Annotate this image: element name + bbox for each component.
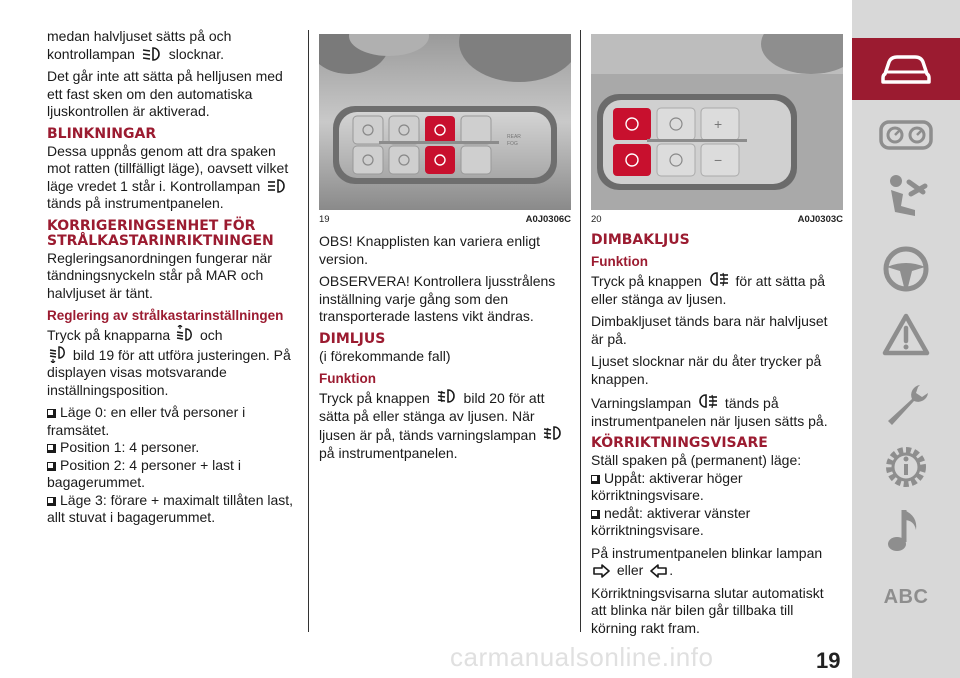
heading-funktion: Funktion — [319, 371, 376, 386]
list-item — [591, 470, 843, 505]
text: Uppåt: aktiverar höger körriktningsvisare. — [591, 469, 743, 503]
text: Läge 3: förare + maximalt tillåten last, allt stuvat i bagagerummet. — [47, 491, 294, 525]
paragraph: OBSERVERA! Kontrollera ljusstrålens inställning varje gång som den transporterade lastens vikt ändras. — [319, 273, 556, 324]
headlight-down-icon — [49, 345, 67, 363]
rear-fog-icon — [697, 393, 719, 411]
paragraph: Körriktningsvisarna slutar automatiskt att blinka när bilen går tillbaka till körning rakt fram. — [591, 584, 824, 636]
watermark: carmanualsonline.info — [450, 642, 714, 672]
seat-airbag-icon — [881, 172, 931, 222]
list-item — [591, 505, 843, 540]
paragraph — [591, 271, 843, 308]
paragraph — [319, 388, 571, 462]
panel-symbol: + — [714, 116, 723, 132]
list-item — [47, 404, 299, 439]
text: tänds på instrumentpanelen när ljusen sätts på. — [591, 395, 828, 429]
text: . — [669, 562, 674, 578]
paragraph: OBS! Knapplisten kan variera enligt version. — [319, 233, 541, 267]
front-fog-icon — [542, 425, 564, 443]
heading-dimljus: DIMLJUS — [319, 330, 386, 347]
text: och — [200, 327, 223, 343]
text: på instrumentpanelen. — [319, 444, 458, 461]
sidebar-item-driving[interactable] — [852, 238, 960, 300]
gear-info-icon — [881, 442, 931, 492]
paragraph: Det går inte att sätta på helljusen med ett fast sken om den automatiska ljuskontrollen är aktiverad. — [47, 68, 283, 119]
turn-right-arrow-icon — [593, 564, 611, 578]
panel-label: REAR — [507, 134, 521, 140]
sidebar-item-dashboard[interactable] — [852, 104, 960, 166]
car-icon — [879, 52, 933, 86]
column-divider — [308, 30, 309, 632]
figure-code: A0J0306C — [525, 214, 571, 225]
paragraph — [591, 393, 843, 430]
bullet-icon — [47, 497, 56, 506]
heading-funktion: Funktion — [591, 254, 648, 269]
figure-number: 19 — [319, 214, 330, 225]
figure-19-switch-panel — [319, 34, 571, 210]
paragraph: Dimbakljuset tänds bara när halvljuset är på. — [591, 313, 828, 347]
text: Position 1: 4 personer. — [60, 439, 200, 455]
text: På instrumentpanelen blinkar lampan — [591, 544, 823, 561]
text: bild 19 för att utföra justeringen. På displayen visas motsvarande inställningsposition. — [47, 346, 291, 398]
figure-caption — [319, 214, 571, 225]
sidebar-item-safety[interactable] — [852, 166, 960, 228]
column-3 — [591, 34, 843, 642]
wrench-icon — [882, 381, 930, 429]
heading-dimbakljus: DIMBAKLJUS — [591, 232, 690, 248]
sidebar-item-maintenance[interactable] — [852, 374, 960, 436]
panel-label: FOG — [507, 141, 518, 147]
text: eller — [616, 562, 644, 578]
column-divider — [580, 30, 581, 632]
sidebar-item-car[interactable] — [852, 38, 960, 100]
page-number: 19 — [816, 648, 841, 673]
heading-reglering: Reglering av strålkastarinställningen — [47, 308, 284, 323]
switch-panel-photo — [591, 34, 843, 210]
dashboard-gauges-icon — [879, 118, 933, 152]
figure-number: 20 — [591, 214, 602, 225]
sidebar-item-technical-data[interactable] — [852, 436, 960, 498]
figure-20-switch-panel — [591, 34, 843, 210]
bullet-icon — [591, 475, 600, 484]
text: bild 20 för att sätta på eller stänga av ljusen. När ljusen är på, tänds varningslampan — [319, 390, 545, 443]
column-1 — [47, 28, 299, 527]
text: tänds på instrumentpanelen. — [47, 195, 224, 211]
paragraph — [47, 143, 299, 213]
paragraph — [591, 545, 843, 580]
heading-korriktningsvisare: KÖRRIKTNINGSVISARE — [591, 435, 768, 451]
paragraph: (i förekommande fall) — [319, 347, 451, 364]
abc-index-label: ABC — [883, 585, 929, 608]
warning-triangle-icon — [882, 313, 930, 357]
bullet-icon — [47, 444, 56, 453]
paragraph — [47, 28, 299, 63]
sidebar-item-index[interactable] — [852, 566, 960, 628]
sidebar-item-multimedia[interactable] — [852, 500, 960, 562]
text: Tryck på knapparna — [47, 327, 171, 343]
paragraph — [47, 325, 299, 399]
text: för att sätta på eller stänga av ljusen. — [591, 273, 826, 307]
high-beam-icon — [266, 178, 288, 194]
text: Tryck på knappen — [319, 390, 430, 406]
text: medan halvljuset sätts på och kontrollampan — [47, 28, 232, 62]
heading-blinkningar: BLINKNINGAR — [47, 125, 157, 142]
heading-korrigeringsenhet: KORRIGERINGSENHET FÖR STRÅLKASTARINRIKTNINGEN — [47, 217, 274, 249]
headlight-up-icon — [176, 325, 194, 343]
text: Tryck på knappen — [591, 273, 702, 289]
text: Position 2: 4 personer + last i bagagerummet. — [47, 456, 241, 490]
front-fog-icon — [436, 388, 458, 406]
list-item — [47, 439, 299, 457]
figure-code: A0J0303C — [797, 214, 843, 225]
paragraph: Regleringsanordningen fungerar när tändningsnyckeln står på MAR och halvljuset är tänt. — [47, 249, 272, 301]
bullet-icon — [47, 409, 56, 418]
text: Dessa uppnås genom att dra spaken mot ratten (tillfälligt läge), oavsett vilket läge vredet 1 står i. Kontrollampan — [47, 142, 289, 194]
chapter-sidebar — [852, 0, 960, 678]
list-item — [47, 492, 299, 527]
text: nedåt: aktiverar vänster körriktningsvisare. — [591, 504, 751, 538]
steering-wheel-icon — [882, 245, 930, 293]
music-note-icon — [886, 506, 926, 556]
text: Läge 0: en eller två personer i framsätet. — [47, 404, 246, 438]
text: slocknar. — [168, 45, 224, 62]
switch-panel-photo — [319, 34, 571, 210]
list-item — [47, 457, 299, 492]
bullet-icon — [591, 510, 600, 519]
figure-caption — [591, 214, 843, 225]
text: Varningslampan — [591, 395, 692, 411]
sidebar-item-emergency[interactable] — [852, 304, 960, 366]
low-beam-icon — [141, 46, 163, 62]
paragraph: Ställ spaken på (permanent) läge: — [591, 452, 802, 468]
paragraph: Ljuset slocknar när du åter trycker på knappen. — [591, 353, 822, 387]
turn-left-arrow-icon — [649, 564, 667, 578]
rear-fog-icon — [708, 271, 730, 289]
bullet-icon — [47, 462, 56, 471]
panel-symbol: − — [714, 152, 723, 168]
column-2 — [319, 34, 571, 467]
